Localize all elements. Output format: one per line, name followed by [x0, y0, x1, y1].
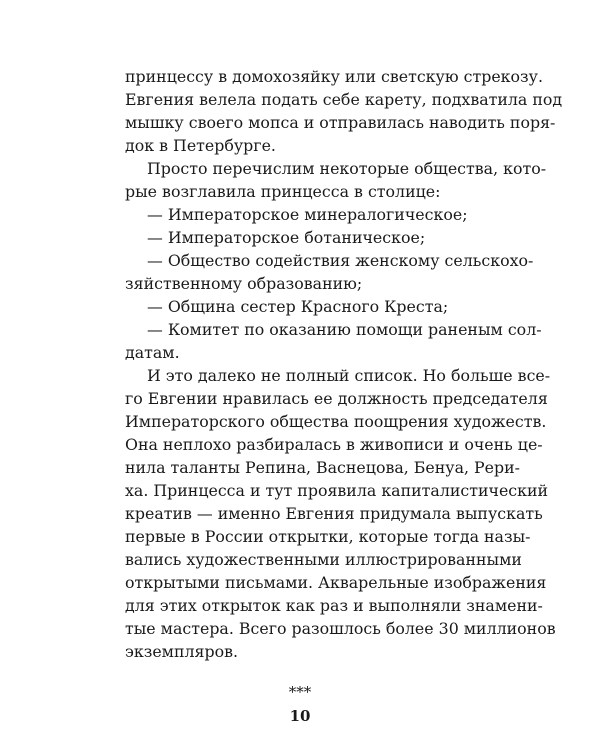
text-line: креатив — именно Евгения придумала выпускать	[125, 504, 543, 523]
text-line: Просто перечислим некоторые общества, кото-	[147, 159, 547, 178]
text-line: тые мастера. Всего разошлось более 30 миллионов	[125, 619, 556, 638]
text-line: И это далеко не полный список. Но больше все-	[147, 366, 551, 385]
text-line: нила таланты Репина, Васнецова, Бенуа, Рери-	[125, 458, 520, 477]
text-line: вались художественными иллюстрированными	[125, 550, 522, 569]
text-line: рые возглавила принцесса в столице:	[125, 182, 441, 201]
text-line: экземпляров.	[125, 642, 239, 661]
text-line: Евгения велела подать себе карету, подхватила под	[125, 90, 563, 109]
text-line: принцессу в домохозяйку или светскую стрекозу.	[125, 67, 543, 86]
list-item: — Комитет по оказанию помощи раненым сол-	[147, 320, 542, 339]
text-line: мышку своего мопса и отправилась наводить поря-	[125, 113, 556, 132]
text-line: го Евгении нравилась ее должность председателя	[125, 389, 548, 408]
text-line: для этих открыток как раз и выполняли знамени-	[125, 596, 543, 615]
section-separator: ***	[288, 683, 312, 701]
text-line: док в Петербурге.	[125, 136, 276, 155]
text-line: зяйственному образованию;	[125, 274, 363, 293]
text-line: первые в России открытки, которые тогда назы-	[125, 527, 531, 546]
page-number: 10	[289, 707, 311, 725]
text-line: открытыми письмами. Акварельные изображения	[125, 573, 547, 592]
text-line: датам.	[125, 343, 180, 362]
list-item: — Императорское ботаническое;	[147, 228, 426, 247]
list-item: — Общество содействия женскому сельскохо-	[147, 251, 534, 270]
text-line: Она неплохо разбиралась в живописи и очень це-	[125, 435, 543, 454]
text-line: Императорского общества поощрения художеств.	[125, 412, 547, 431]
list-item: — Община сестер Красного Креста;	[147, 297, 449, 316]
text-line: ха. Принцесса и тут проявила капиталистический	[125, 481, 549, 500]
list-item: — Императорское минералогическое;	[147, 205, 468, 224]
